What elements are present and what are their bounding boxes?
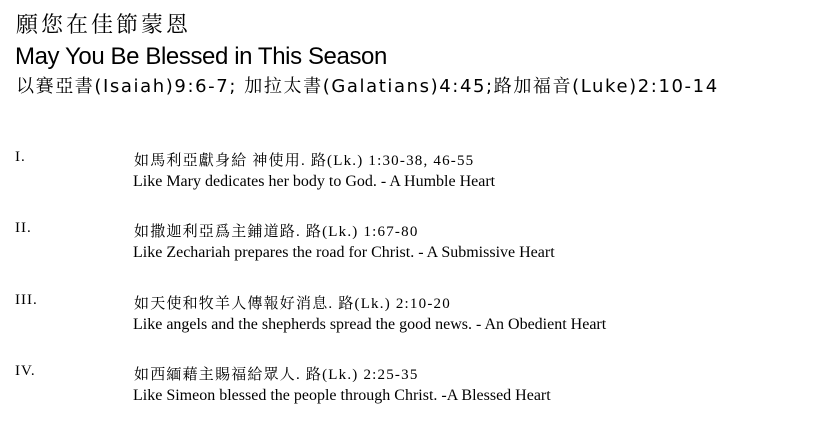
item-english-text: Like Zechariah prepares the road for Christ. - A Submissive Heart bbox=[133, 244, 555, 261]
item-english-text: Like Simeon blessed the people through Christ. -A Blessed Heart bbox=[133, 387, 551, 404]
page-title-english: May You Be Blessed in This Season bbox=[15, 43, 387, 70]
list-item-4 bbox=[0, 363, 819, 423]
item-numeral: I. bbox=[15, 149, 26, 165]
item-english-text: Like angels and the shepherds spread the good news. - An Obedient Heart bbox=[133, 316, 607, 333]
scripture-references: 以賽亞書(Isaiah)9:6-7; 加拉太書(Galatians)4:45;路加福音(Luke)2:10-14 bbox=[16, 76, 719, 97]
item-numeral: IV. bbox=[15, 363, 36, 379]
page-title-chinese: 願您在佳節蒙恩 bbox=[16, 13, 192, 38]
item-chinese-text: 如馬利亞獻身給 神使用. 路(Lk.) 1:30-38, 46-55 bbox=[134, 153, 475, 169]
item-english-text: Like Mary dedicates her body to God. - A Humble Heart bbox=[133, 173, 496, 190]
list-item-3 bbox=[0, 292, 819, 352]
list-item-2 bbox=[0, 220, 819, 280]
item-chinese-text: 如撒迦利亞爲主鋪道路. 路(Lk.) 1:67-80 bbox=[134, 224, 419, 240]
list-item-1 bbox=[0, 149, 819, 209]
item-chinese-text: 如天使和牧羊人傳報好消息. 路(Lk.) 2:10-20 bbox=[134, 296, 451, 312]
item-numeral: III. bbox=[15, 292, 38, 308]
item-numeral: II. bbox=[15, 220, 32, 236]
item-chinese-text: 如西緬藉主賜福給眾人. 路(Lk.) 2:25-35 bbox=[134, 367, 419, 383]
